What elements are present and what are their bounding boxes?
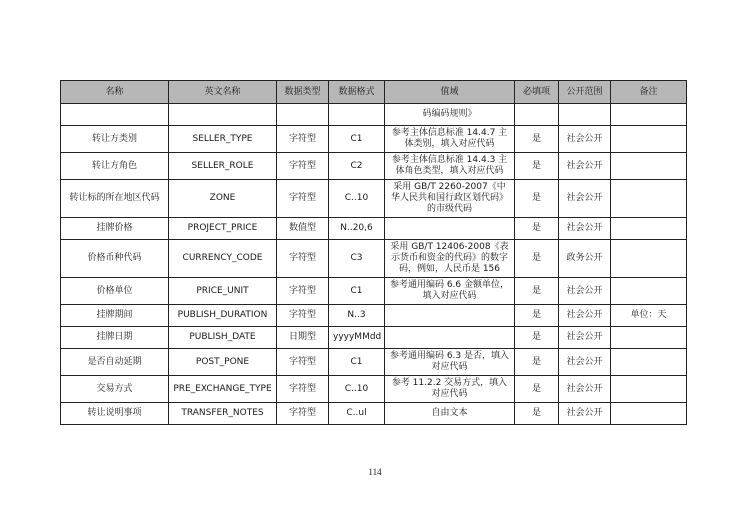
- table-row: [61, 403, 687, 425]
- cell-disclosure-scope: 社会公开: [559, 126, 611, 153]
- cell-data-type: 字符型: [277, 349, 329, 376]
- cell-data-format: N..20,6: [329, 218, 385, 240]
- cell-english-name: SELLER_ROLE: [169, 153, 277, 180]
- cell-name: 挂牌期间: [61, 305, 169, 327]
- cell-remarks: [611, 240, 687, 278]
- cell-required: 是: [515, 153, 559, 180]
- cell-value-domain: 采用 GB/T 2260-2007《中华人民共和国行政区划代码》的市级代码: [385, 180, 515, 218]
- table-row: [61, 126, 687, 153]
- cell-required: 是: [515, 327, 559, 349]
- data-spec-table: [60, 80, 687, 425]
- cell-english-name: TRANSFER_NOTES: [169, 403, 277, 425]
- cell-value-domain: 自由文本: [385, 403, 515, 425]
- table-row: [61, 305, 687, 327]
- cell-english-name: [169, 104, 277, 126]
- cell-value-domain: 参考 11.2.2 交易方式，填入对应代码: [385, 376, 515, 403]
- cell-value-domain: 参考通用编码 6.3 是否，填入对应代码: [385, 349, 515, 376]
- cell-english-name: PRICE_UNIT: [169, 278, 277, 305]
- table-row: [61, 240, 687, 278]
- cell-name: 转让说明事项: [61, 403, 169, 425]
- cell-remarks: [611, 180, 687, 218]
- cell-required: [515, 104, 559, 126]
- cell-english-name: PUBLISH_DURATION: [169, 305, 277, 327]
- header-value-domain: 值域: [385, 81, 515, 104]
- cell-english-name: PROJECT_PRICE: [169, 218, 277, 240]
- cell-data-type: 字符型: [277, 403, 329, 425]
- cell-english-name: POST_PONE: [169, 349, 277, 376]
- cell-remarks: 单位：天: [611, 305, 687, 327]
- cell-disclosure-scope: 社会公开: [559, 327, 611, 349]
- cell-data-format: C1: [329, 278, 385, 305]
- cell-remarks: [611, 349, 687, 376]
- table-row: [61, 327, 687, 349]
- table-row: [61, 180, 687, 218]
- cell-data-type: 字符型: [277, 153, 329, 180]
- cell-disclosure-scope: [559, 104, 611, 126]
- cell-data-type: 字符型: [277, 305, 329, 327]
- table-row: [61, 104, 687, 126]
- cell-value-domain: [385, 305, 515, 327]
- cell-name: 价格币种代码: [61, 240, 169, 278]
- cell-required: 是: [515, 305, 559, 327]
- cell-data-format: N..3: [329, 305, 385, 327]
- table-row: [61, 153, 687, 180]
- header-data-type: 数据类型: [277, 81, 329, 104]
- cell-remarks: [611, 218, 687, 240]
- cell-remarks: [611, 278, 687, 305]
- cell-english-name: PRE_EXCHANGE_TYPE: [169, 376, 277, 403]
- cell-required: 是: [515, 403, 559, 425]
- cell-english-name: PUBLISH_DATE: [169, 327, 277, 349]
- cell-remarks: [611, 327, 687, 349]
- cell-remarks: [611, 153, 687, 180]
- cell-data-format: C1: [329, 126, 385, 153]
- header-english-name: 英文名称: [169, 81, 277, 104]
- header-name: 名称: [61, 81, 169, 104]
- cell-value-domain: [385, 218, 515, 240]
- cell-required: 是: [515, 180, 559, 218]
- cell-value-domain: 参考主体信息标准 14.4.7 主体类别，填入对应代码: [385, 126, 515, 153]
- header-disclosure-scope: 公开范围: [559, 81, 611, 104]
- cell-value-domain: [385, 327, 515, 349]
- cell-disclosure-scope: 社会公开: [559, 305, 611, 327]
- cell-data-format: C1: [329, 349, 385, 376]
- cell-disclosure-scope: 政务公开: [559, 240, 611, 278]
- cell-name: 转让方角色: [61, 153, 169, 180]
- cell-remarks: [611, 376, 687, 403]
- cell-english-name: CURRENCY_CODE: [169, 240, 277, 278]
- cell-data-format: C..10: [329, 180, 385, 218]
- cell-remarks: [611, 104, 687, 126]
- cell-data-format: C..10: [329, 376, 385, 403]
- cell-name: [61, 104, 169, 126]
- cell-data-format: [329, 104, 385, 126]
- cell-required: 是: [515, 240, 559, 278]
- cell-value-domain: 参考通用编码 6.6 金额单位，填入对应代码: [385, 278, 515, 305]
- header-data-format: 数据格式: [329, 81, 385, 104]
- cell-data-type: 字符型: [277, 278, 329, 305]
- cell-data-format: yyyyMMdd: [329, 327, 385, 349]
- cell-disclosure-scope: 社会公开: [559, 218, 611, 240]
- header-required: 必填项: [515, 81, 559, 104]
- cell-name: 价格单位: [61, 278, 169, 305]
- cell-name: 转让方类别: [61, 126, 169, 153]
- cell-required: 是: [515, 218, 559, 240]
- cell-required: 是: [515, 349, 559, 376]
- page-number: 114: [368, 467, 382, 477]
- cell-required: 是: [515, 126, 559, 153]
- table-header-row: [61, 81, 687, 104]
- cell-value-domain: 采用 GB/T 12406-2008《表示货币和资金的代码》的数字码，例如，人民币是 156: [385, 240, 515, 278]
- cell-english-name: ZONE: [169, 180, 277, 218]
- cell-name: 是否自动延期: [61, 349, 169, 376]
- cell-data-type: 字符型: [277, 240, 329, 278]
- cell-disclosure-scope: 社会公开: [559, 278, 611, 305]
- cell-disclosure-scope: 社会公开: [559, 376, 611, 403]
- cell-disclosure-scope: 社会公开: [559, 180, 611, 218]
- cell-data-type: 字符型: [277, 376, 329, 403]
- cell-data-format: C3: [329, 240, 385, 278]
- cell-data-type: [277, 104, 329, 126]
- cell-disclosure-scope: 社会公开: [559, 153, 611, 180]
- cell-remarks: [611, 126, 687, 153]
- cell-required: 是: [515, 278, 559, 305]
- table-row: [61, 349, 687, 376]
- cell-english-name: SELLER_TYPE: [169, 126, 277, 153]
- cell-name: 挂牌日期: [61, 327, 169, 349]
- cell-data-format: C2: [329, 153, 385, 180]
- cell-data-type: 字符型: [277, 180, 329, 218]
- cell-data-type: 字符型: [277, 126, 329, 153]
- cell-disclosure-scope: 社会公开: [559, 403, 611, 425]
- cell-data-type: 日期型: [277, 327, 329, 349]
- cell-remarks: [611, 403, 687, 425]
- cell-required: 是: [515, 376, 559, 403]
- table-row: [61, 278, 687, 305]
- cell-name: 交易方式: [61, 376, 169, 403]
- cell-data-format: C..ul: [329, 403, 385, 425]
- cell-name: 转让标的所在地区代码: [61, 180, 169, 218]
- cell-name: 挂牌价格: [61, 218, 169, 240]
- cell-value-domain: 码编码规则》: [385, 104, 515, 126]
- header-remarks: 备注: [611, 81, 687, 104]
- table-row: [61, 376, 687, 403]
- table-row: [61, 218, 687, 240]
- cell-data-type: 数值型: [277, 218, 329, 240]
- cell-disclosure-scope: 社会公开: [559, 349, 611, 376]
- cell-value-domain: 参考主体信息标准 14.4.3 主体角色类型，填入对应代码: [385, 153, 515, 180]
